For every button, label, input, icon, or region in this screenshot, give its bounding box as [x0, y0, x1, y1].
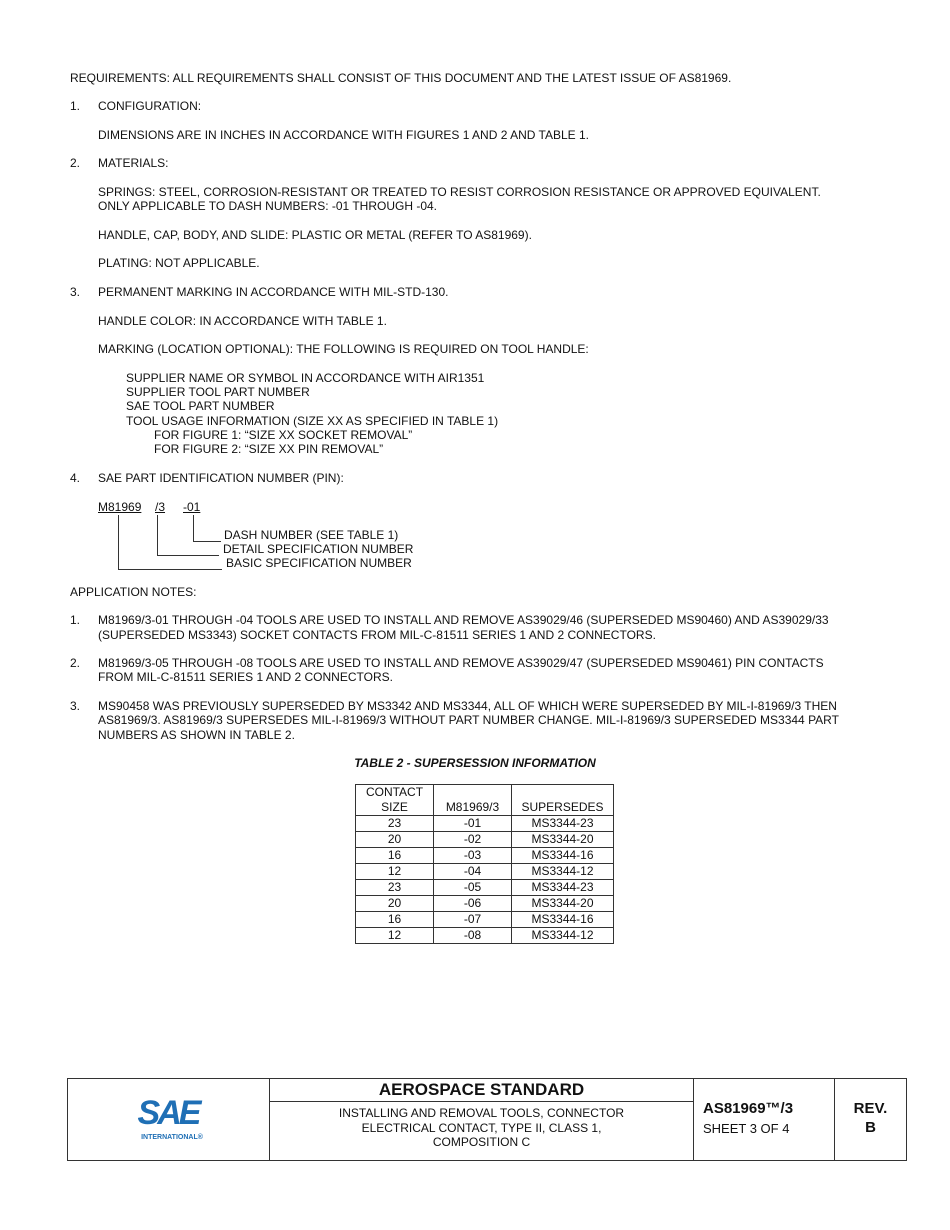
leader-basic-horizontal — [118, 569, 222, 570]
table-row — [356, 832, 614, 848]
title-cell — [270, 1079, 694, 1160]
marking-text: MARKING (LOCATION OPTIONAL): THE FOLLOWING IS REQUIRED ON TOOL HANDLE: — [98, 342, 589, 356]
section-3-number: 3. — [70, 285, 81, 299]
application-notes-heading: APPLICATION NOTES: — [70, 585, 197, 599]
revision — [835, 1099, 906, 1137]
note-3-line: AS81969/3. AS81969/3 SUPERSEDES MIL-I-81969/3 WITHOUT PART NUMBER CHANGE. MIL-I-81969/3 SUPERSEDED MS3344 PART — [98, 713, 839, 727]
section-1-number: 1. — [70, 99, 81, 113]
cell-supersedes: MS3344-20 — [512, 832, 614, 848]
note-3-line: NUMBERS AS SHOWN IN TABLE 2. — [98, 728, 295, 742]
note-2-line: FROM MIL-C-81511 SERIES 1 AND 2 CONNECTORS. — [98, 670, 393, 684]
cell-contact-size: 23 — [356, 816, 434, 832]
plating-text: PLATING: NOT APPLICABLE. — [98, 256, 260, 270]
cell-supersedes: MS3344-23 — [512, 880, 614, 896]
table-2-caption: TABLE 2 - SUPERSESSION INFORMATION — [354, 756, 596, 770]
table-header-row — [356, 785, 614, 816]
marking-list-item: SAE TOOL PART NUMBER — [126, 399, 275, 413]
header-contact-size-line1: CONTACT — [365, 785, 424, 799]
note-1-line: (SUPERSEDED MS3343) SOCKET CONTACTS FROM MIL-C-81511 SERIES 1 AND 2 CONNECTORS. — [98, 628, 656, 642]
section-1-title: CONFIGURATION: — [98, 99, 202, 113]
document-number: AS81969™/3 — [703, 1100, 794, 1117]
sae-logo — [68, 1079, 269, 1160]
marking-sublist-item: FOR FIGURE 1: “SIZE XX SOCKET REMOVAL” — [154, 428, 413, 442]
cell-contact-size: 16 — [356, 848, 434, 864]
cell-dash: -06 — [434, 896, 512, 912]
cell-dash: -07 — [434, 912, 512, 928]
standard-title: AEROSPACE STANDARD — [270, 1079, 693, 1102]
table-row — [356, 912, 614, 928]
section-2-title: MATERIALS: — [98, 156, 169, 170]
leader-dash-horizontal — [193, 541, 221, 542]
section-3-title: PERMANENT MARKING IN ACCORDANCE WITH MIL-STD-130. — [98, 285, 449, 299]
handle-materials: HANDLE, CAP, BODY, AND SLIDE: PLASTIC OR METAL (REFER TO AS81969). — [98, 228, 532, 242]
cell-supersedes: MS3344-16 — [512, 848, 614, 864]
header-m81969: M81969/3 — [434, 785, 512, 816]
cell-supersedes: MS3344-23 — [512, 816, 614, 832]
note-3-line: MS90458 WAS PREVIOUSLY SUPERSEDED BY MS3342 AND MS3344, ALL OF WHICH WERE SUPERSEDED BY MIL-I-81969/3 THEN — [98, 699, 837, 713]
sheet-number: SHEET 3 OF 4 — [703, 1121, 790, 1136]
logo-cell — [68, 1079, 270, 1160]
note-3-number: 3. — [70, 699, 81, 713]
handle-color-text: HANDLE COLOR: IN ACCORDANCE WITH TABLE 1. — [98, 314, 387, 328]
cell-supersedes: MS3344-20 — [512, 896, 614, 912]
cell-dash: -04 — [434, 864, 512, 880]
table-row — [356, 896, 614, 912]
detail-spec-label: DETAIL SPECIFICATION NUMBER — [223, 542, 414, 556]
note-1-line: M81969/3-01 THROUGH -04 TOOLS ARE USED TO INSTALL AND REMOVE AS39029/46 (SUPERSEDED MS90460) AND AS39029/33 — [98, 613, 829, 627]
revision-label: REV. — [853, 1100, 888, 1117]
cell-dash: -01 — [434, 816, 512, 832]
cell-supersedes: MS3344-12 — [512, 864, 614, 880]
springs-line-2: ONLY APPLICABLE TO DASH NUMBERS: -01 THROUGH -04. — [98, 199, 437, 213]
cell-supersedes: MS3344-12 — [512, 928, 614, 944]
table-row — [356, 928, 614, 944]
revision-value: B — [865, 1119, 876, 1136]
cell-contact-size: 20 — [356, 896, 434, 912]
leader-basic-vertical — [118, 515, 119, 570]
cell-supersedes: MS3344-16 — [512, 912, 614, 928]
header-supersedes: SUPERSEDES — [512, 785, 614, 816]
leader-detail-horizontal — [157, 555, 219, 556]
section-4-number: 4. — [70, 471, 81, 485]
table-row — [356, 864, 614, 880]
table-row — [356, 880, 614, 896]
note-2-number: 2. — [70, 656, 81, 670]
cell-contact-size: 23 — [356, 880, 434, 896]
header-contact-size-line2: SIZE — [381, 800, 408, 814]
marking-list-item: SUPPLIER NAME OR SYMBOL IN ACCORDANCE WITH AIR1351 — [126, 371, 485, 385]
note-2-line: M81969/3-05 THROUGH -08 TOOLS ARE USED TO INSTALL AND REMOVE AS39029/47 (SUPERSEDED MS90461) PIN CONTACTS — [98, 656, 824, 670]
cell-dash: -05 — [434, 880, 512, 896]
cell-contact-size: 20 — [356, 832, 434, 848]
table-row — [356, 816, 614, 832]
revision-cell — [835, 1079, 906, 1160]
marking-list-item: TOOL USAGE INFORMATION (SIZE XX AS SPECIFIED IN TABLE 1) — [126, 414, 499, 428]
cell-contact-size: 12 — [356, 864, 434, 880]
cell-dash: -02 — [434, 832, 512, 848]
basic-spec-label: BASIC SPECIFICATION NUMBER — [226, 556, 412, 570]
note-1-number: 1. — [70, 613, 81, 627]
springs-line-1: SPRINGS: STEEL, CORROSION-RESISTANT OR TREATED TO RESIST CORROSION RESISTANCE OR APPROVED EQUIVALENT. — [98, 185, 821, 199]
sae-logo-text: SAE — [137, 1094, 199, 1132]
table-row — [356, 848, 614, 864]
pin-dash-part: -01 — [183, 500, 201, 514]
marking-list-item: SUPPLIER TOOL PART NUMBER — [126, 385, 310, 399]
requirements-text: REQUIREMENTS: ALL REQUIREMENTS SHALL CONSIST OF THIS DOCUMENT AND THE LATEST ISSUE OF AS81969. — [70, 71, 732, 85]
document-number-cell — [694, 1079, 835, 1160]
cell-contact-size: 16 — [356, 912, 434, 928]
section-2-number: 2. — [70, 156, 81, 170]
cell-contact-size: 12 — [356, 928, 434, 944]
section-1-body: DIMENSIONS ARE IN INCHES IN ACCORDANCE WITH FIGURES 1 AND 2 AND TABLE 1. — [98, 128, 589, 142]
cell-dash: -08 — [434, 928, 512, 944]
section-4-title: SAE PART IDENTIFICATION NUMBER (PIN): — [98, 471, 344, 485]
marking-sublist-item: FOR FIGURE 2: “SIZE XX PIN REMOVAL” — [154, 442, 384, 456]
supersession-table — [355, 784, 614, 944]
pin-detail-part: /3 — [155, 500, 166, 514]
title-block — [67, 1078, 907, 1161]
sae-logo-subtext: INTERNATIONAL® — [141, 1134, 203, 1141]
document-subtitle: INSTALLING AND REMOVAL TOOLS, CONNECTOR ELECTRICAL CONTACT, TYPE II, CLASS 1, COMPOSITION C — [338, 1106, 625, 1149]
leader-detail-vertical — [157, 515, 158, 556]
leader-dash-vertical — [193, 515, 194, 542]
dash-number-label: DASH NUMBER (SEE TABLE 1) — [224, 528, 399, 542]
header-contact-size — [356, 785, 434, 816]
cell-dash: -03 — [434, 848, 512, 864]
pin-basic-part: M81969 — [98, 500, 142, 514]
